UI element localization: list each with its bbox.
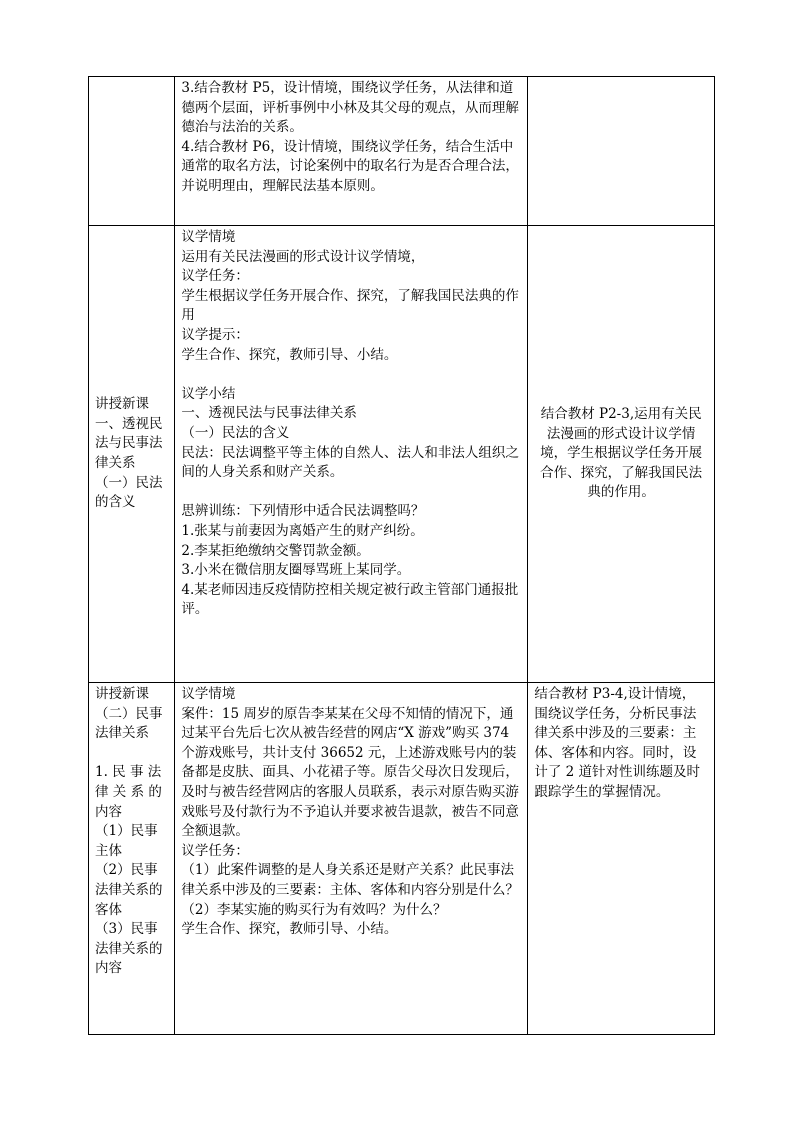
stage-text: （2）民事法律关系的客体 [95, 862, 163, 918]
design-intent-cell [528, 683, 715, 1035]
activity-text: 2.李某拒绝缴纳交警罚款金额。 [181, 542, 370, 559]
activity-text: 运用有关民法漫画的形式设计议学情境， [181, 248, 425, 265]
stage-text: （3）民事法律关系的内容 [95, 921, 163, 977]
stage-cell [89, 77, 175, 226]
design-intent-text: 结合教材 P3-4,设计情境，围绕议学任务，分析民事法律关系中涉及的三要素：主体、客体和内容。同时，设计了 2 道针对性训练题及时跟踪学生的掌握情况。 [534, 686, 701, 800]
stage-text: 讲授新课 [95, 396, 149, 413]
activity-text: 案件：15 周岁的原告李某某在父母不知情的情况下，通过某平台先后七次从被告经营的网店“X 游戏”购买 374 个游戏账号，共计支付 36652 元，上述游戏账号内的装备都是皮肤、面具、小花裙子等。原告父母次日发现后，及时与被告经营网店的客服人员联系，表示对原告购买游戏账号及付款行为不予追认并要求被告退款，被告不同意全额退款。 [181, 705, 519, 840]
activity-text: 1.张某与前妻因为离婚产生的财产纠纷。 [181, 522, 424, 539]
activity-text: 一、透视民法与民事法律关系 [181, 405, 357, 422]
stage-text: 讲授新课 [95, 686, 149, 702]
spacer [95, 744, 168, 764]
activity-cell [175, 683, 528, 1035]
activity-text: 学生合作、探究，教师引导、小结。 [181, 921, 398, 938]
stage-cell [89, 683, 175, 1035]
activity-text: 民法：民法调整平等主体的自然人、法人和非法人组织之间的人身关系和财产关系。 [181, 444, 519, 481]
activity-text: 议学情境 [181, 229, 236, 245]
activity-text: 4.某老师因违反疫情防控相关规定被行政主管部门通报批评。 [181, 581, 519, 618]
activity-text: 议学任务： [181, 842, 249, 859]
lesson-plan-table [88, 76, 715, 1035]
activity-text: 议学小结 [181, 385, 236, 402]
activity-text: 议学任务： [181, 268, 249, 285]
table-row [89, 77, 715, 226]
activity-text: 议学情境 [181, 686, 236, 702]
stage-text: （二）民事法律关系 [95, 705, 163, 742]
stage-text: 一、透视民法与民事法律关系 [95, 415, 163, 471]
stage-text: （1）民事主体 [95, 823, 158, 859]
activity-text: 3.小米在微信朋友圈辱骂班上某同学。 [181, 562, 411, 579]
activity-text: 3.结合教材 P5，设计情境，围绕议学任务，从法律和道德两个层面，评析事例中小林及其父母的观点，从而理解德治与法治的关系。 [181, 80, 519, 136]
activity-cell [175, 226, 528, 683]
activity-text: （一）民法的含义 [181, 424, 290, 441]
activity-text: 4.结合教材 P6，设计情境，围绕议学任务，结合生活中通常的取名方法，讨论案例中的取名行为是否合理合法，并说明理由，理解民法基本原则。 [181, 138, 519, 194]
table-row [89, 226, 715, 683]
activity-text: 学生合作、探究，教师引导、小结。 [181, 346, 398, 363]
design-intent-cell [528, 77, 715, 226]
design-intent-text: 结合教材 P2-3,运用有关民法漫画的形式设计议学情境，学生根据议学任务开展合作、探究，了解我国民法典的作用。 [540, 406, 703, 501]
activity-text: 议学提示： [181, 326, 249, 343]
activity-text: 思辨训练：下列情形中适合民法调整吗？ [181, 503, 425, 520]
stage-text: （一）民法的含义 [95, 474, 163, 511]
stage-text: 1. 民 事 法 律 关 系 的内容 [95, 764, 162, 820]
activity-text: 学生根据议学任务开展合作、探究，了解我国民法典的作用 [181, 287, 519, 324]
activity-text: （1）此案件调整的是人身关系还是财产关系？此民事法律关系中涉及的三要素：主体、客体和内容分别是什么？ [181, 862, 519, 898]
design-intent-cell [528, 226, 715, 683]
spacer [181, 483, 521, 503]
stage-cell [89, 226, 175, 683]
activity-text: （2）李某实施的购买行为有效吗？为什么？ [181, 901, 447, 918]
spacer [181, 365, 521, 385]
table-row [89, 683, 715, 1035]
activity-cell [175, 77, 528, 226]
